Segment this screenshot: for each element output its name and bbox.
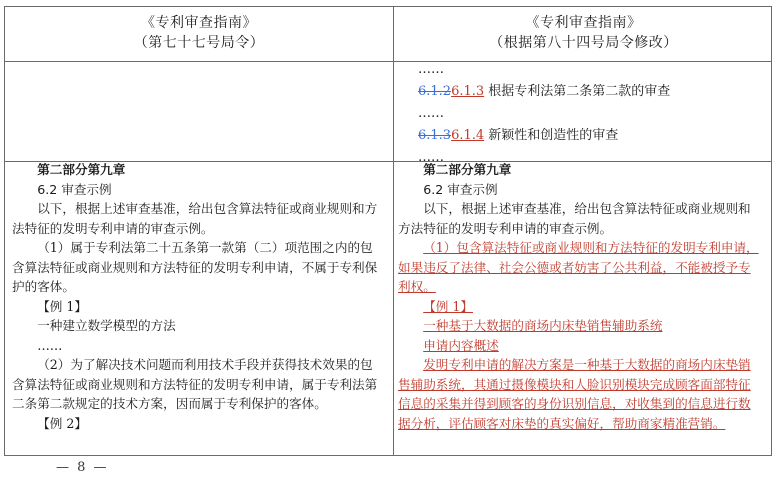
inserted-number: 6.1.3 <box>451 84 485 99</box>
inserted-number: 6.1.4 <box>451 128 485 143</box>
section-heading: 6.2 审查示例 <box>423 181 498 197</box>
left-header-title: 《专利审查指南》 <box>141 15 257 31</box>
example-1-label: 【例 1】 <box>37 298 87 314</box>
left-content-cell <box>12 160 382 433</box>
intro-paragraph: 以下，根据上述审查基准，给出包含算法特征或商业规则和方法特征的发明专利申请的审查示例。 <box>12 201 378 236</box>
column-divider <box>393 7 394 455</box>
inserted-paragraph-1: （1）包含算法特征或商业规则和方法特征的发明专利申请，如果违反了法律、社会公德或者妨害了公共利益，不能被授予专利权。 <box>398 240 759 294</box>
ellipsis: …… <box>418 106 444 121</box>
page-number: — 8 — <box>56 460 109 475</box>
toc-edit-block <box>418 60 758 170</box>
toc-item-1 <box>418 82 758 104</box>
inserted-example-label: 【例 1】 <box>423 298 473 314</box>
inserted-example-title: 一种基于大数据的商场内床垫销售辅助系统 <box>423 318 663 333</box>
deleted-number: 6.1.3 <box>418 128 452 143</box>
inserted-body-paragraph: 发明专利申请的解决方案是一种基于大数据的商场内床垫销售辅助系统，其通过摄像模块和人脸识别模块完成顾客面部特征信息的采集并得到顾客的身份识别信息，对收集到的信息进行数据分析，评估顾客对床垫的真实偏好，帮助商家精准营销。 <box>398 357 751 431</box>
ellipsis: …… <box>418 62 444 77</box>
toc-item-text: 新颖性和创造性的审查 <box>488 128 619 143</box>
left-column-header <box>5 13 393 53</box>
paragraph-1: （1）属于专利法第二十五条第一款第（二）项范围之内的包含算法特征或商业规则和方法特征的发明专利申请，不属于专利保护的客体。 <box>12 240 378 294</box>
right-header-subtitle: （根据第八十四号局令修改） <box>489 35 678 51</box>
ellipsis: …… <box>37 337 63 353</box>
right-header-title: 《专利审查指南》 <box>525 15 642 31</box>
chapter-heading: 第二部分第九章 <box>423 162 512 177</box>
left-header-subtitle: （第七十七号局令） <box>133 35 265 51</box>
deleted-number: 6.1.2 <box>418 84 452 99</box>
chapter-heading: 第二部分第九章 <box>37 162 126 177</box>
ellipsis: …… <box>418 150 444 165</box>
section-heading: 6.2 审查示例 <box>37 181 112 197</box>
right-content-cell <box>398 160 762 433</box>
intro-paragraph: 以下，根据上述审查基准，给出包含算法特征或商业规则和方法特征的发明专利申请的审查示例。 <box>398 201 751 236</box>
inserted-summary-heading: 申请内容概述 <box>423 337 499 353</box>
example-2-label: 【例 2】 <box>37 415 87 431</box>
paragraph-2: （2）为了解决技术问题而利用技术手段并获得技术效果的包含算法特征或商业规则和方法特征的发明专利申请，属于专利法第二条第二款规定的技术方案，因而属于专利保护的客体。 <box>12 357 378 411</box>
example-1-title: 一种建立数学模型的方法 <box>37 318 176 333</box>
right-column-header <box>394 13 773 53</box>
toc-item-text: 根据专利法第二条第二款的审查 <box>488 84 671 99</box>
toc-item-2 <box>418 126 758 148</box>
